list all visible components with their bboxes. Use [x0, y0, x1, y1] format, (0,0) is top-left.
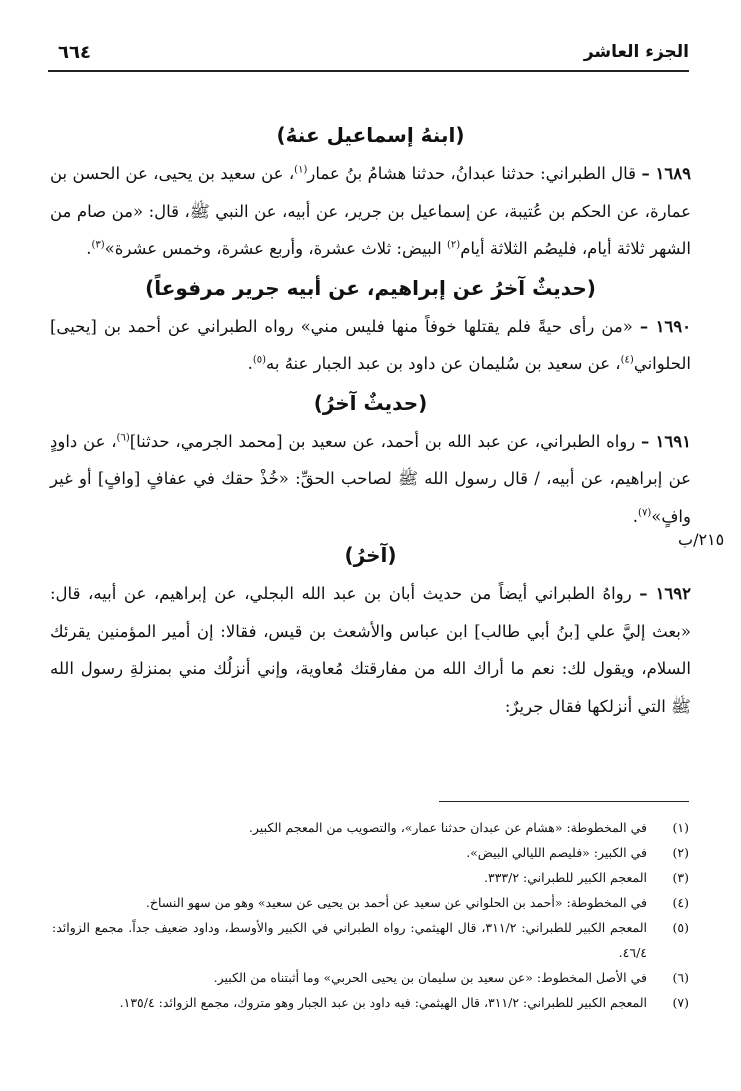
footnote-number: (٥): [672, 920, 689, 935]
hadith-text: «من رأى حيةً فلم يقتلها خوفاً منها فليس مني» رواه الطبراني عن أحمد بن [يحيى] الحلواني: [50, 316, 691, 373]
footnotes: [52, 815, 689, 1015]
hadith-text: رواهُ الطبراني أيضاً من حديث أبان بن عبد الله البجلي، عن إبراهيم، عن أبيه، قال: «بعث إليَّ علي [بنُ أبي طالب] ابن عباس والأشعث بن قيس، فقالا: إن أمير المؤمنين يقرئك السلام، ويقول لك: نعم ما أراك الله من مفارقتك مُعاوية، وإني أنزلُك مني بمنزلةِ رسول الله ﷺ التي أنزلكها فقال جريرٌ:: [50, 584, 691, 716]
footnote: [52, 815, 689, 840]
hadith-number: ١٦٩٠ –: [639, 316, 692, 336]
hadith-text: رواه الطبراني، عن عبد الله بن أحمد، عن سعيد بن [محمد الجرمي، حدثنا]: [129, 431, 636, 451]
footnote: [52, 840, 689, 865]
footnote-ref: (٤): [620, 354, 634, 366]
footnote-text: المعجم الكبير للطبراني: ٣١١/٢، قال الهيثمي: رواه الطبراني في الكبير والأوسط، وداود ضعيف جداً. مجمع الزوائد: ٤٦/٤.: [52, 920, 647, 960]
hadith-text: .: [247, 354, 253, 373]
hadith-1689: [50, 155, 691, 268]
hadith-text: .: [86, 239, 92, 258]
footnote-ref: (٦): [116, 432, 130, 443]
hadith-text: .: [632, 506, 639, 526]
hadith-1690: [50, 308, 691, 383]
footnote-text: في الأصل المخطوط: «عن سعيد بن سليمان بن يحيى الحربي» وما أثبتناه من الكبير.: [213, 970, 647, 985]
footnote: [52, 865, 689, 890]
footnote-number: (٦): [672, 970, 689, 985]
footnote-text: المعجم الكبير للطبراني: ٣١١/٢، قال الهيثمي: فيه داود بن عبد الجبار وهو متروك، مجمع الزوائد: ١٣٥/٤.: [119, 995, 647, 1010]
section-title: (حديثٌ آخرُ): [313, 390, 428, 415]
footnote-ref: (٣): [91, 239, 105, 251]
footnote-ref: (٥): [252, 354, 267, 366]
footnote-text: المعجم الكبير للطبراني: ٣٣٣/٢.: [484, 870, 647, 885]
footnote-number: (١): [672, 820, 689, 835]
hadith-text: ، عن سعيد بن سُليمان عن داود بن عبد الجبار عنهُ به: [266, 354, 621, 373]
section-title: (حديثٌ آخرُ عن إبراهيم، عن أبيه جرير مرفوعاً): [145, 275, 596, 300]
hadith-text: قال الطبراني: حدثنا عبدانُ، حدثنا هشامُ بنُ عمار: [307, 164, 637, 183]
section-title: (آخرُ): [344, 543, 397, 567]
footnote-ref: (٢): [447, 239, 461, 251]
footnote-text: في المخطوطة: «هشام عن عبدان حدثنا عمار»، والتصويب من المعجم الكبير.: [248, 820, 647, 835]
hadith-text: ، عن داودٍ عن إبراهيم، عن أبيه، / قال رسول الله ﷺ لصاحب الحقِّ: «خُذْ حقك في عفافٍ [وافٍ] أو غير وافٍ»: [50, 431, 691, 526]
main-text: [50, 115, 691, 725]
hadith-number: ١٦٩٢ –: [639, 584, 692, 603]
hadith-1691: [50, 423, 691, 536]
hadith-text: البيض: ثلاث عشرة، وأربع عشرة، وخمس عشرة»: [104, 239, 447, 258]
page-number: ٦٦٤: [58, 42, 91, 63]
footnote-ref: (٧): [638, 507, 652, 518]
footnote: [52, 915, 689, 965]
manuscript-folio-note: ٢١٥/ب: [678, 530, 725, 549]
footnote-number: (٣): [672, 870, 689, 885]
footnote-text: في الكبير: «فليصم الليالي البيض».: [466, 845, 647, 860]
footnote-number: (٧): [672, 995, 689, 1010]
hadith-number: ١٦٨٩ –: [641, 164, 691, 183]
footnote: [52, 990, 689, 1015]
footnote-number: (٤): [672, 895, 689, 910]
hadith-number: ١٦٩١ –: [641, 431, 691, 451]
footnote-text: في المخطوطة: «أحمد بن الحلواني عن سعيد عن أحمد بن يحيى عن سعيد» وهو من سهو النساخ.: [145, 895, 647, 910]
hadith-text: ، عن سعيد بن يحيى، عن الحسن بن عمارة، عن الحكم بن عُتيبة، عن إسماعيل بن جرير، عن أبيه، عن النبي ﷺ، قال: «من صام من الشهر ثلاثة أيام، فليصُم الثلاثة أيام: [50, 164, 691, 258]
footnote-number: (٢): [672, 845, 689, 860]
section-title: (ابنهُ إسماعيل عنهُ): [276, 123, 465, 147]
page-header: [48, 30, 689, 72]
footnote: [52, 965, 689, 990]
running-head: الجزء العاشر: [583, 42, 689, 62]
footnote-divider: [439, 801, 689, 802]
footnote: [52, 890, 689, 915]
hadith-1692: [50, 575, 691, 725]
footnote-ref: (١): [294, 164, 308, 176]
